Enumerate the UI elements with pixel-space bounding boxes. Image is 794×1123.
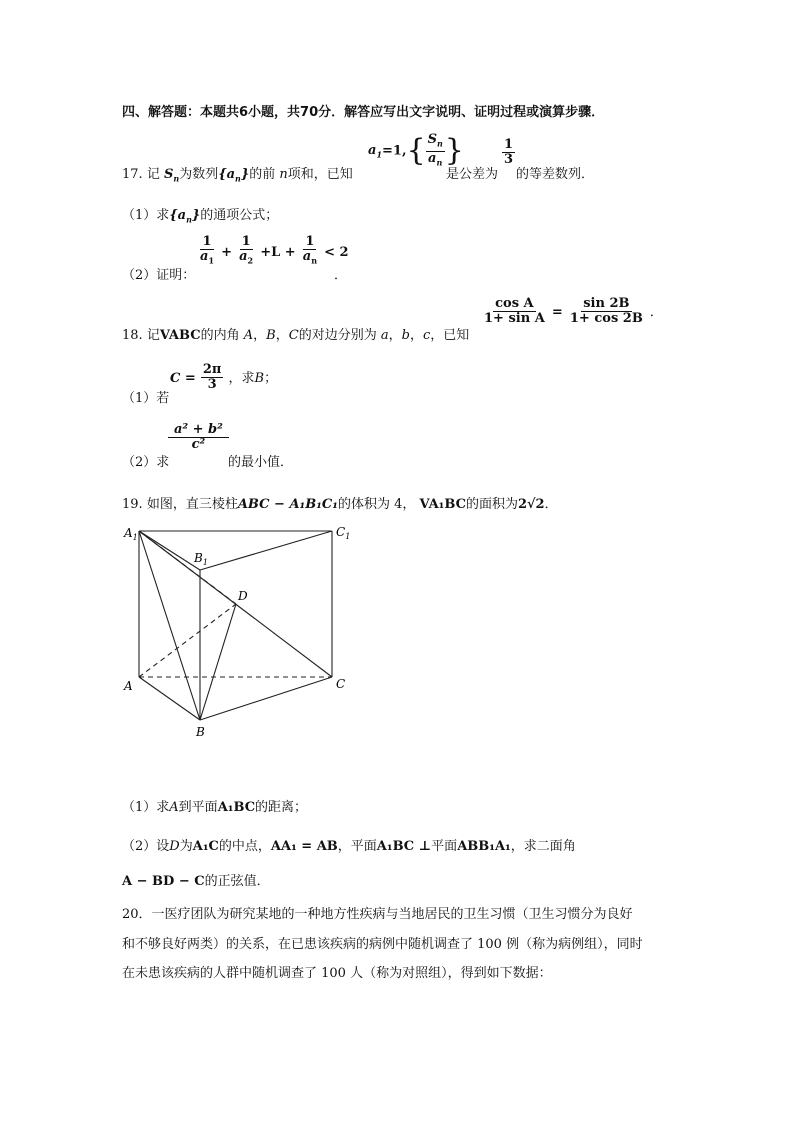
- q19-part2-cont: A − BD − C的正弦值．: [122, 874, 270, 889]
- label-A: A: [124, 679, 133, 693]
- q17-part1: （1）求$\{a_n\}$的通项公式；: [122, 208, 279, 225]
- segment-DB: [200, 604, 236, 720]
- q17-condition: $a_1=1$,{ $\frac{S_n}{a_n}$ }: [368, 132, 464, 169]
- edge-BC: [200, 677, 332, 720]
- segment-A1B: [139, 531, 200, 720]
- label-C: C: [336, 677, 346, 691]
- q20-line2: 和不够良好两类）的关系，在已患该疾病的病例中随机调查了 100 例（称为病例组），同时: [122, 937, 643, 952]
- section-header: 四、解答题：本题共6小题，共70分．解答应写出文字说明、证明过程或演算步骤．: [122, 105, 605, 120]
- q17-seq: $\{a_n\}$: [218, 167, 250, 184]
- q19-part1: （1）求A到平面A₁BC的距离；: [122, 800, 308, 815]
- q18-part1-label: （1）若: [122, 391, 170, 406]
- q18-part2-expr: $\frac{\text{a² + b²}}{\text{c²}}$: [168, 423, 229, 452]
- q17-inequality: $\frac{1}{a_1}$ + $\frac{1}{a_2}$ +L + $\frac{1}{a_n}$ < 2: [200, 234, 349, 266]
- q19-number: 19.: [122, 497, 143, 512]
- label-C1: $C_1$: [336, 525, 351, 541]
- q18-triangle: VABC: [159, 328, 201, 343]
- q17-part2-label: （2）证明：: [122, 268, 196, 283]
- q17-difference: $\frac{1}{3}$: [504, 137, 514, 167]
- edge-AB: [139, 677, 200, 720]
- segment-AD-hidden: [139, 604, 236, 677]
- prism-figure: [118, 518, 358, 744]
- q19-area: 2√2: [517, 497, 545, 512]
- label-B: B: [196, 725, 205, 739]
- edge-B1C1: [200, 531, 332, 570]
- q19-triangle: VA₁BC: [419, 497, 466, 512]
- q18-number: 18.: [122, 328, 143, 343]
- q19-prism: ABC − A₁B₁C₁: [237, 497, 338, 512]
- q18-part2-label: （2）求: [122, 455, 170, 470]
- q20-line3: 在未患该疾病的人群中随机调查了 100 人（称为对照组），得到如下数据：: [122, 966, 552, 981]
- label-B1: $B_1$: [194, 551, 208, 567]
- label-D: D: [238, 589, 248, 603]
- q17-Sn: $S_n$: [163, 167, 180, 184]
- q17-number: 17.: [122, 167, 143, 182]
- label-A1: $A_1$: [124, 526, 138, 542]
- q19-part2: （2）设D为A₁C的中点，AA₁ = AB，平面A₁BC ⊥平面ABB₁A₁，求二面角: [122, 839, 576, 854]
- edge-A1B1: [139, 531, 200, 570]
- q18-given-equation: $\frac{\text{cos A}}{\text{1+ sin A}}$ = $\frac{\sin 2B}{1+ \cos 2B}$ ．: [484, 296, 663, 326]
- q18-part1-condition: C = $\frac{2\pi}{3}$ ，求B；: [170, 362, 278, 392]
- q20-line1: 20．一医疗团队为研究某地的一种地方性疾病与当地居民的卫生习惯（卫生习惯分为良好: [122, 907, 633, 922]
